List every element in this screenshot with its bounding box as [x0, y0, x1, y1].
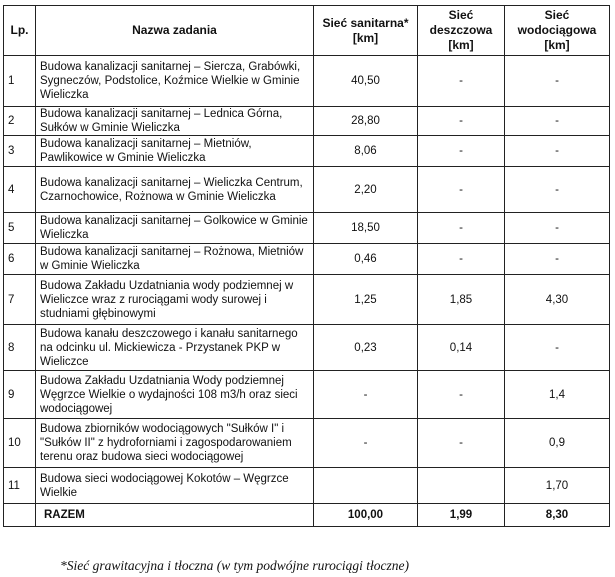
row-lp: 2: [4, 107, 36, 136]
header-storm-network: Sieć deszczowa [km]: [418, 6, 505, 56]
header-task-name: Nazwa zadania: [36, 6, 314, 56]
row-task-name: Budowa kanalizacji sanitarnej – Lednica Górna, Sułków w Gminie Wieliczka: [36, 107, 314, 136]
table-row: [4, 136, 610, 167]
row-lp: 7: [4, 275, 36, 325]
row-sanitary: 18,50: [314, 213, 418, 244]
row-water: -: [505, 56, 610, 107]
row-sanitary: -: [314, 371, 418, 419]
table-row: [4, 325, 610, 371]
tasks-table: [3, 5, 610, 527]
total-water: 8,30: [505, 504, 610, 527]
row-lp: 10: [4, 419, 36, 468]
row-task-name: Budowa kanalizacji sanitarnej – Golkowice w Gminie Wieliczka: [36, 213, 314, 244]
row-water: 1,70: [505, 468, 610, 504]
total-label: RAZEM: [36, 504, 314, 527]
row-task-name: Budowa kanalizacji sanitarnej – Siercza, Grabówki, Sygneczów, Podstolice, Koźmice Wielkie w Gminie Wieliczka: [36, 56, 314, 107]
row-task-name: Budowa sieci wodociągowej Kokotów – Węgrzce Wielkie: [36, 468, 314, 504]
total-sanitary: 100,00: [314, 504, 418, 527]
row-storm: -: [418, 136, 505, 167]
row-task-name: Budowa kanału deszczowego i kanału sanitarnego na odcinku ul. Mickiewicza - Przystanek PKP w Wieliczce: [36, 325, 314, 371]
table-row: [4, 419, 610, 468]
row-water: 4,30: [505, 275, 610, 325]
header-sanitary-network: Sieć sanitarna* [km]: [314, 6, 418, 56]
row-sanitary: -: [314, 419, 418, 468]
row-water: -: [505, 244, 610, 275]
row-water: -: [505, 136, 610, 167]
total-row: [4, 504, 610, 527]
row-water: 0,9: [505, 419, 610, 468]
row-task-name: Budowa kanalizacji sanitarnej – Mietniów, Pawlikowice w Gminie Wieliczka: [36, 136, 314, 167]
row-task-name: Budowa kanalizacji sanitarnej – Rożnowa, Mietniów w Gminie Wieliczka: [36, 244, 314, 275]
row-water: -: [505, 213, 610, 244]
row-storm: -: [418, 419, 505, 468]
row-sanitary: 40,50: [314, 56, 418, 107]
row-lp: 9: [4, 371, 36, 419]
row-task-name: Budowa kanalizacji sanitarnej – Wieliczka Centrum, Czarnochowice, Rożnowa w Gminie Wieliczka: [36, 167, 314, 213]
table-row: [4, 275, 610, 325]
row-storm: -: [418, 244, 505, 275]
row-sanitary: [314, 468, 418, 504]
total-lp-cell: [4, 504, 36, 527]
row-water: -: [505, 107, 610, 136]
table-row: [4, 213, 610, 244]
row-lp: 8: [4, 325, 36, 371]
footnote: *Sieć grawitacyjna i tłoczna (w tym podwójne rurociągi tłoczne): [60, 558, 409, 573]
table-row: [4, 371, 610, 419]
table-header-row: [4, 6, 610, 56]
header-water-network: Sieć wodociągowa [km]: [505, 6, 610, 56]
row-storm: [418, 468, 505, 504]
row-lp: 1: [4, 56, 36, 107]
row-lp: 3: [4, 136, 36, 167]
row-storm: -: [418, 56, 505, 107]
row-lp: 6: [4, 244, 36, 275]
row-sanitary: 1,25: [314, 275, 418, 325]
table-row: [4, 167, 610, 213]
row-task-name: Budowa Zakładu Uzdatniania Wody podziemnej Węgrzce Wielkie o wydajności 108 m3/h oraz sieci wodociągowej: [36, 371, 314, 419]
row-sanitary: 0,46: [314, 244, 418, 275]
row-lp: 5: [4, 213, 36, 244]
table-row: [4, 468, 610, 504]
row-storm: 0,14: [418, 325, 505, 371]
total-storm: 1,99: [418, 504, 505, 527]
row-water: -: [505, 167, 610, 213]
header-lp: Lp.: [4, 6, 36, 56]
row-sanitary: 8,06: [314, 136, 418, 167]
row-sanitary: 28,80: [314, 107, 418, 136]
tasks-table-container: [3, 5, 609, 527]
row-task-name: Budowa Zakładu Uzdatniania wody podziemnej w Wieliczce wraz z rurociągami wody surowej i studniami głębinowymi: [36, 275, 314, 325]
row-storm: -: [418, 107, 505, 136]
row-storm: -: [418, 167, 505, 213]
table-row: [4, 56, 610, 107]
row-sanitary: 2,20: [314, 167, 418, 213]
row-storm: -: [418, 371, 505, 419]
row-water: -: [505, 325, 610, 371]
row-task-name: Budowa zbiorników wodociągowych "Sułków I" i "Sułków II" z hydroforniami i zagospodarowaniem terenu oraz budowa sieci wodociągowej: [36, 419, 314, 468]
row-storm: -: [418, 213, 505, 244]
table-row: [4, 107, 610, 136]
table-body: [4, 56, 610, 504]
row-lp: 11: [4, 468, 36, 504]
row-sanitary: 0,23: [314, 325, 418, 371]
row-water: 1,4: [505, 371, 610, 419]
table-row: [4, 244, 610, 275]
row-lp: 4: [4, 167, 36, 213]
row-storm: 1,85: [418, 275, 505, 325]
